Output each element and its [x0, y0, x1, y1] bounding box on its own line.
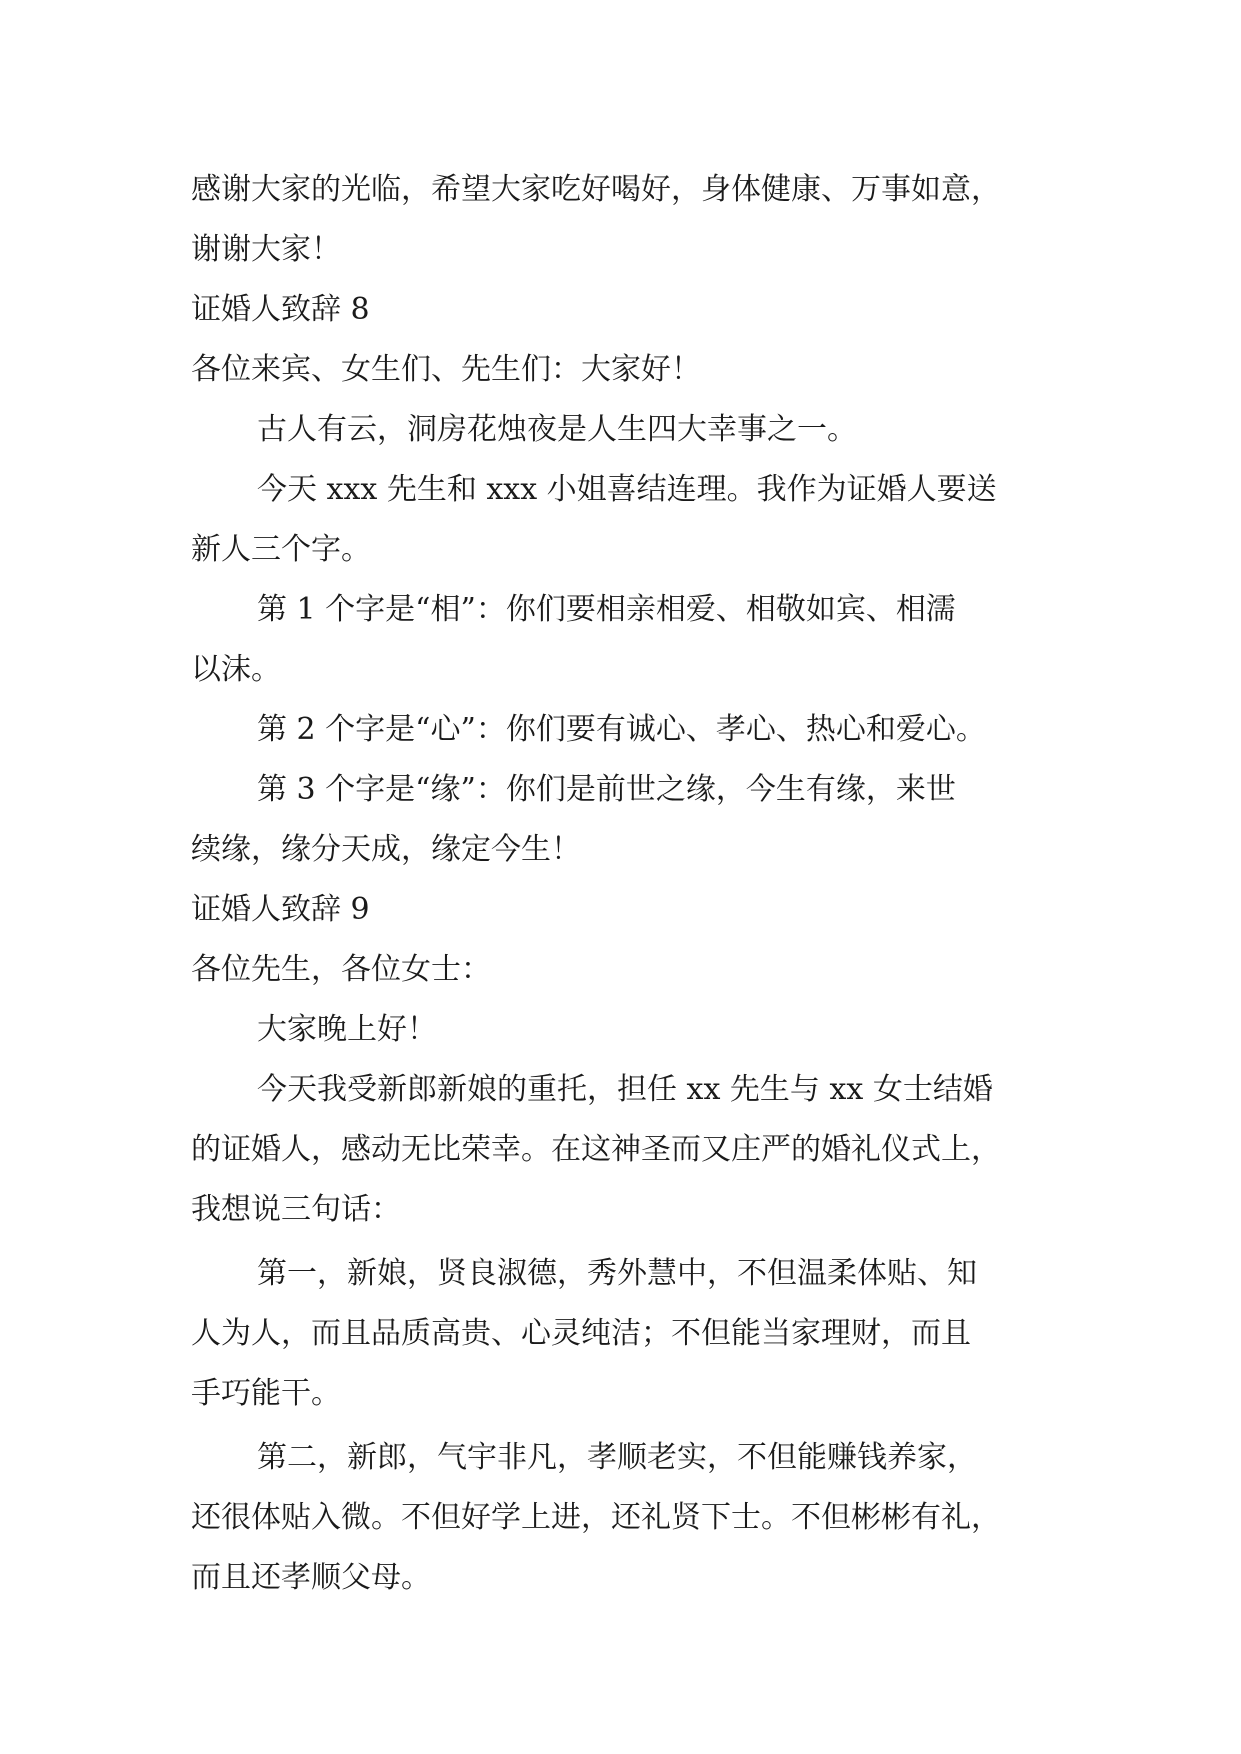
section-heading: 证婚人致辞 8	[191, 292, 370, 327]
paragraph-line: 而且还孝顺父母。	[191, 1560, 431, 1595]
paragraph-line: 手巧能干。	[191, 1376, 341, 1411]
paragraph-line: 古人有云，洞房花烛夜是人生四大幸事之一。	[257, 412, 857, 447]
paragraph-line: 第一，新娘，贤良淑德，秀外慧中，不但温柔体贴、知	[257, 1256, 977, 1291]
paragraph-line: 新人三个字。	[191, 532, 371, 567]
document-body	[191, 160, 1061, 1608]
paragraph-line: 第 1 个字是“相”：你们要相亲相爱、相敬如宾、相濡	[257, 592, 956, 627]
paragraph-line: 还很体贴入微。不但好学上进，还礼贤下士。不但彬彬有礼，	[191, 1500, 1001, 1535]
paragraph-line: 大家晚上好！	[257, 1012, 437, 1047]
paragraph-line: 第二，新郎，气宇非凡，孝顺老实，不但能赚钱养家，	[257, 1440, 977, 1475]
paragraph-line: 以沫。	[191, 652, 281, 687]
paragraph-line: 第 2 个字是“心”：你们要有诚心、孝心、热心和爱心。	[257, 712, 986, 747]
salutation: 各位来宾、女生们、先生们：大家好！	[191, 352, 701, 387]
paragraph-line: 今天 xxx 先生和 xxx 小姐喜结连理。我作为证婚人要送	[257, 472, 997, 507]
paragraph-line: 人为人，而且品质高贵、心灵纯洁；不但能当家理财，而且	[191, 1316, 971, 1351]
section-heading: 证婚人致辞 9	[191, 892, 370, 927]
text-line: 感谢大家的光临，希望大家吃好喝好，身体健康、万事如意，	[191, 172, 1001, 207]
paragraph-line: 第 3 个字是“缘”：你们是前世之缘，今生有缘，来世	[257, 772, 956, 807]
paragraph-line: 我想说三句话：	[191, 1192, 401, 1227]
paragraph-line: 今天我受新郎新娘的重托，担任 xx 先生与 xx 女士结婚	[257, 1072, 993, 1107]
text-line: 谢谢大家！	[191, 232, 341, 267]
paragraph-line: 续缘，缘分天成，缘定今生！	[191, 832, 581, 867]
paragraph-line: 的证婚人，感动无比荣幸。在这神圣而又庄严的婚礼仪式上，	[191, 1132, 1001, 1167]
salutation: 各位先生，各位女士：	[191, 952, 491, 987]
